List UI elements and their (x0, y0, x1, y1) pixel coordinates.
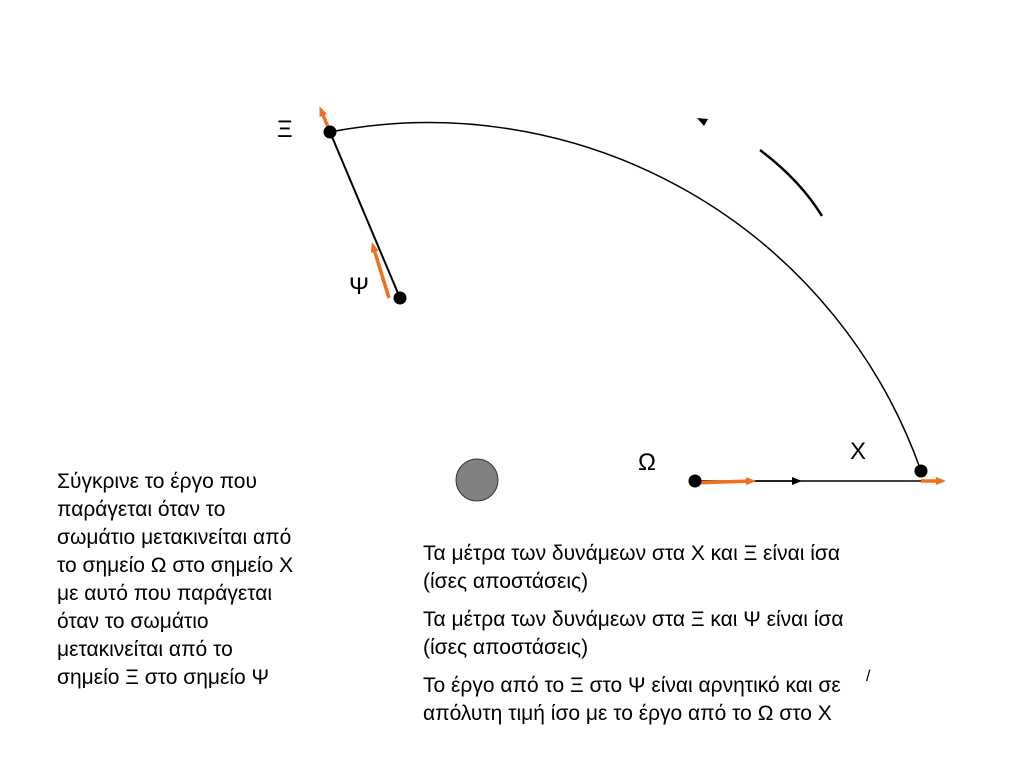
arc-direction-arrowhead (697, 118, 708, 126)
label-psi: Ψ (349, 273, 370, 300)
question-line: σωμάτιο μετακινείται από (57, 526, 292, 549)
point-omega-dot (689, 475, 702, 488)
label-chi: Χ (850, 438, 867, 465)
statement-line: απόλυτη τιμή ίσο με το έργο από το Ω στο Χ (423, 702, 832, 725)
arc-thick-segment (760, 150, 822, 216)
statement-line: Τα μέτρα των δυνάμεων στα Χ και Ξ είναι ίσα (423, 542, 840, 565)
statement-line: Τα μέτρα των δυνάμεων στα Ξ και Ψ είναι ίσα (423, 608, 844, 631)
statement-equal-forces-xi-psi (423, 606, 983, 662)
source-mass (456, 459, 498, 501)
statement-line: Το έργο από το Ξ στο Ψ είναι αρνητικό και σε (423, 674, 841, 697)
statement-line: (ίσες αποστάσεις) (423, 636, 589, 659)
question-line: μετακινείται από το (57, 638, 233, 661)
question-line: σημείο Ξ στο σημείο Ψ (57, 666, 270, 689)
point-xi-dot (324, 126, 337, 139)
question-line: όταν το σωμάτιο (57, 610, 209, 633)
statement-equal-forces-chi-xi (423, 540, 983, 596)
question-text (57, 468, 357, 692)
question-line: Σύγκρινε το έργο που (57, 470, 257, 493)
label-xi: Ξ (277, 116, 293, 143)
statement-line: (ίσες αποστάσεις) (423, 570, 589, 593)
question-line: με αυτό που παράγεται (57, 582, 273, 605)
force-arrow-at-omega (693, 481, 752, 483)
point-chi-dot (915, 465, 928, 478)
point-psi-dot (394, 292, 407, 305)
question-line: παράγεται όταν το (57, 498, 226, 521)
label-omega: Ω (638, 449, 656, 476)
statements-list (423, 540, 983, 738)
statement-work-comparison (423, 672, 983, 728)
question-line: το σημείο Ω στο σημείο Χ (57, 554, 294, 577)
arc-path-chi-to-xi (330, 123, 921, 471)
stray-mark: / (866, 668, 871, 685)
